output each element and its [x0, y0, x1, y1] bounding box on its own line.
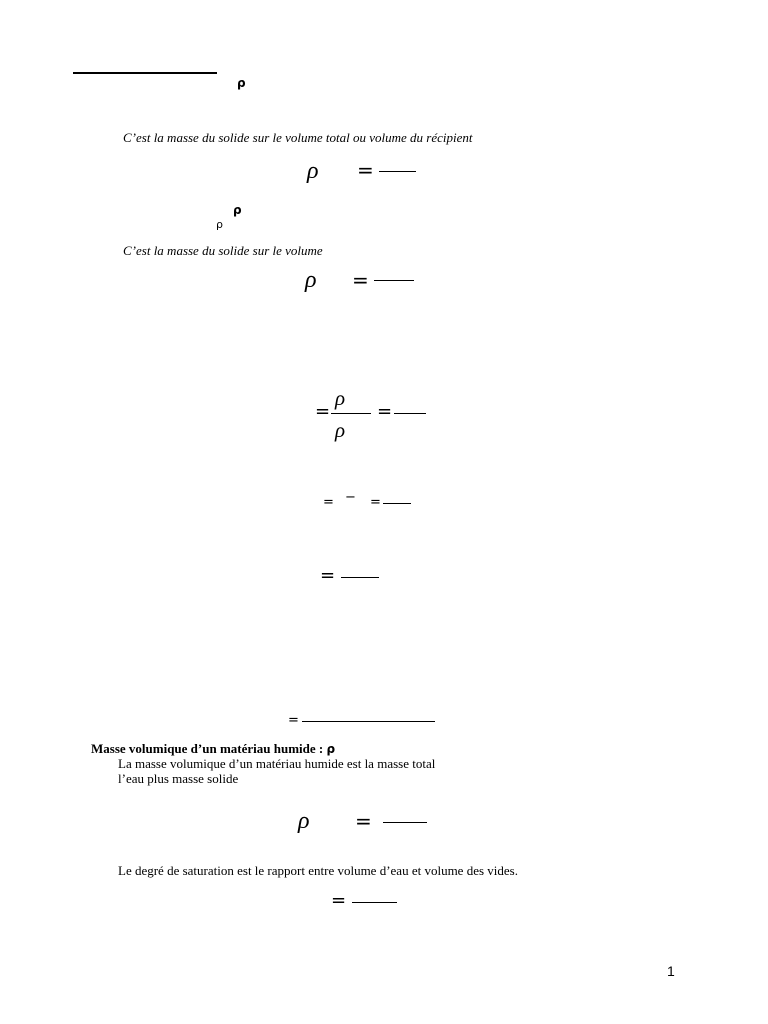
formula-rho: ρ [298, 808, 310, 834]
formula-rho: ρ [305, 267, 317, 293]
page-number: 1 [667, 963, 675, 979]
formula-equals: = [377, 401, 393, 422]
rho-symbol: ρ [216, 218, 223, 231]
formula-equals: = [370, 495, 381, 510]
formula-equals: = [320, 565, 336, 586]
absolute-density-definition: C’est la masse du solide sur le volume [123, 243, 323, 258]
fraction-bar [331, 413, 371, 414]
header-rule [73, 72, 217, 74]
rho-symbol: ρ [326, 742, 336, 756]
wet-density-heading [91, 741, 335, 757]
formula-minus: − [345, 490, 356, 505]
bulk-density-definition: C’est la masse du solide sur le volume total ou volume du récipient [123, 130, 473, 145]
fraction-bar [341, 577, 379, 578]
formula-equals: = [288, 713, 299, 728]
rho-symbol: ρ [233, 203, 242, 217]
formula-rho-denominator: ρ [335, 418, 346, 442]
wet-density-definition-line1: La masse volumique d’un matériau humide est la masse total [118, 756, 436, 771]
fraction-bar [379, 171, 416, 172]
fraction-bar [383, 822, 427, 823]
saturation-definition: Le degré de saturation est le rapport entre volume d’eau et volume des vides. [118, 863, 518, 878]
formula-equals: = [355, 809, 372, 833]
rho-symbol: ρ [237, 76, 246, 90]
formula-equals: = [315, 401, 331, 422]
fraction-bar [352, 902, 397, 903]
fraction-bar [374, 280, 414, 281]
fraction-bar [383, 503, 411, 504]
formula-equals: = [323, 495, 334, 510]
formula-equals: = [357, 158, 374, 182]
fraction-bar [302, 721, 435, 722]
formula-equals: = [352, 268, 369, 292]
wet-density-heading-text: Masse volumique d’un matériau humide : [91, 741, 324, 756]
formula-equals: = [331, 890, 347, 911]
wet-density-definition-line2: l’eau plus masse solide [118, 771, 239, 786]
formula-rho-numerator: ρ [335, 386, 346, 410]
fraction-bar [394, 413, 426, 414]
formula-rho: ρ [307, 158, 319, 184]
